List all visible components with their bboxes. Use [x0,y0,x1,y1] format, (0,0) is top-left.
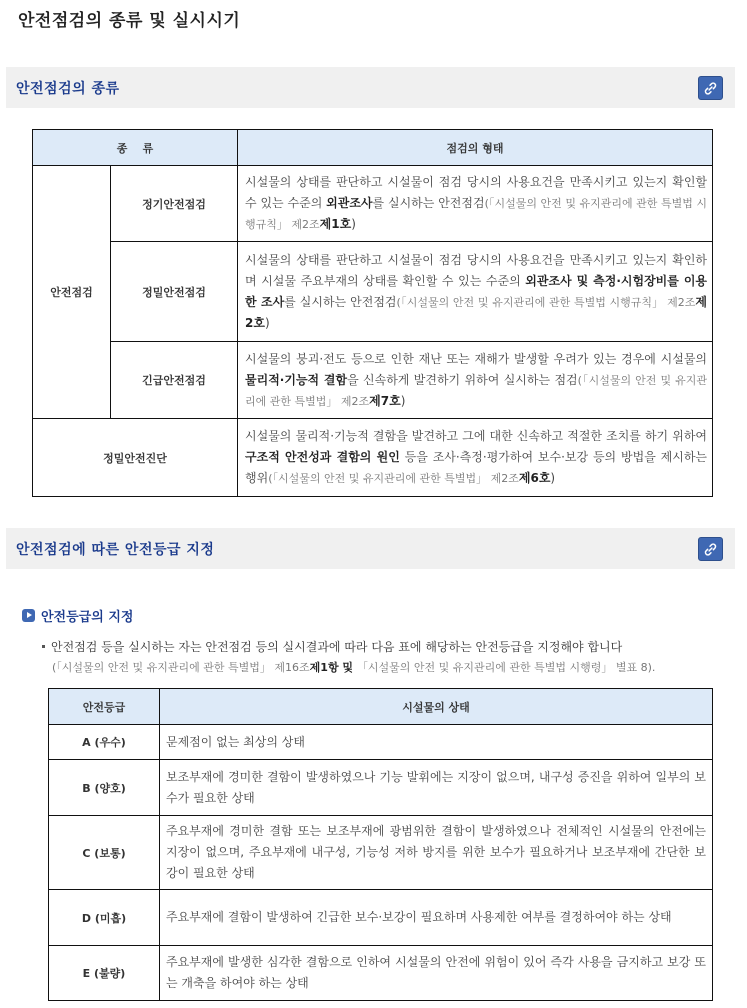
table-header-grade: 안전등급 [49,689,160,725]
link-button[interactable] [698,76,723,100]
play-icon [22,609,35,622]
state-a: 문제점이 없는 최상의 상태 [160,725,713,760]
safety-grade-table [48,688,713,1001]
grade-c: C (보통) [49,816,160,890]
section-title: 안전점검의 종류 [16,81,120,97]
inspection-types-table [32,129,713,497]
state-c: 주요부재에 경미한 결함 또는 보조부재에 광범위한 결함이 발생하였으나 전체적인 시설물의 안전에는 지장이 없으며, 주요부재에 내구성, 기능성 저하 방지를 위한 보수가 필요하거나 보조부재에 간단한 보강이 필요한 상태 [160,816,713,890]
bullet-text: 안전점검 등을 실시하는 자는 안전점검 등의 실시결과에 따라 다음 표에 해당하는 안전등급을 지정해야 합니다 [42,638,622,655]
state-b: 보조부재에 경미한 결함이 발생하였으나 기능 발휘에는 지장이 없으며, 내구성 증진을 위하여 일부의 보수가 필요한 상태 [160,760,713,816]
state-d: 주요부재에 결함이 발생하여 긴급한 보수·보강이 필요하며 사용제한 여부를 결정하여야 하는 상태 [160,890,713,946]
type-precise-diagnosis: 정밀안전진단 [33,419,238,497]
grade-a: A (우수) [49,725,160,760]
table-header-form: 점검의 형태 [238,130,713,166]
type-emergency: 긴급안전점검 [111,342,238,419]
grade-d: D (미흡) [49,890,160,946]
bullet-icon [42,645,45,648]
desc-emergency: 시설물의 붕괴·전도 등으로 인한 재난 또는 재해가 발생할 우려가 있는 경우에 시설물의 물리적·기능적 결함을 신속하게 발견하기 위하여 실시하는 점검(「시설물의 안전 및 유지관리에 관한 특별법」 제2조제7호) [238,342,713,419]
desc-precise-diagnosis: 시설물의 물리적·기능적 결함을 발견하고 그에 대한 신속하고 적절한 조치를 하기 위하여 구조적 안전성과 결함의 원인 등을 조사·측정·평가하여 보수·보강 등의 방법을 제시하는 행위(「시설물의 안전 및 유지관리에 관한 특별법」 제2조제6호) [238,419,713,497]
table-header-type: 종 류 [33,130,238,166]
link-icon [703,542,718,557]
type-regular: 정기안전점검 [111,166,238,242]
page-title: 안전점검의 종류 및 실시시기 [18,11,241,31]
type-precise: 정밀안전점검 [111,242,238,342]
section-header-grades [6,528,735,569]
grade-e: E (불량) [49,946,160,1001]
link-icon [703,81,718,96]
grade-b: B (양호) [49,760,160,816]
group-label-safety-inspection: 안전점검 [33,166,111,419]
table-header-state: 시설물의 상태 [160,689,713,725]
link-button[interactable] [698,537,723,561]
desc-regular: 시설물의 상태를 판단하고 시설물이 점검 당시의 사용요건을 만족시키고 있는지 확인할 수 있는 수준의 외관조사를 실시하는 안전점검(「시설물의 안전 및 유지관리에 관한 특별법 시행규칙」 제2조제1호) [238,166,713,242]
section-title: 안전점검에 따른 안전등급 지정 [16,542,215,558]
subheading-grade-designation: 안전등급의 지정 [22,606,133,625]
law-reference: (「시설물의 안전 및 유지관리에 관한 특별법」 제16조제1항 및 「시설물의 안전 및 유지관리에 관한 특별법 시행령」 별표 8). [52,661,656,674]
desc-precise: 시설물의 상태를 판단하고 시설물이 점검 당시의 사용요건을 만족시키고 있는지 확인하며 시설물 주요부재의 상태를 확인할 수 있는 수준의 외관조사 및 측정·시험장비를 이용한 조사를 실시하는 안전점검(「시설물의 안전 및 유지관리에 관한 특별법 시행규칙」 제2조제2호) [238,242,713,342]
section-header-types [6,67,735,108]
state-e: 주요부재에 발생한 심각한 결함으로 인하여 시설물의 안전에 위험이 있어 즉각 사용을 금지하고 보강 또는 개축을 하여야 하는 상태 [160,946,713,1001]
